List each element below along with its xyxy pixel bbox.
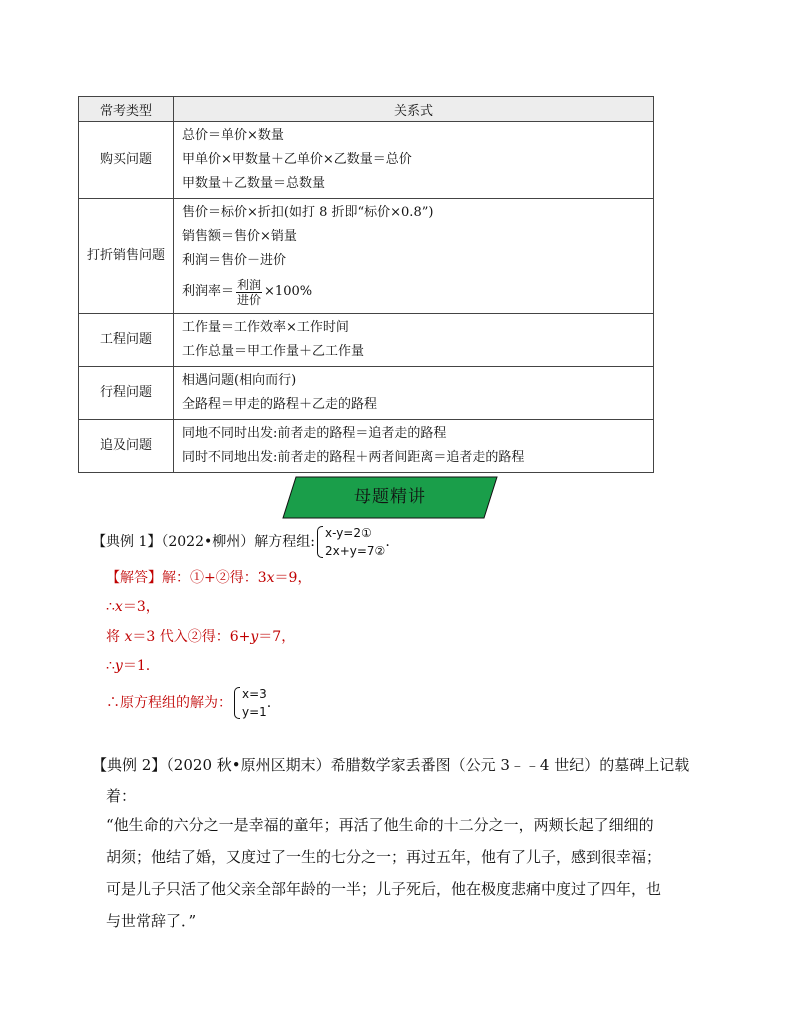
table-row: [79, 420, 654, 473]
step-text: ①+②得：3: [190, 570, 267, 586]
equation-1: x-y=2①: [324, 526, 372, 540]
solution-end: .: [266, 695, 272, 711]
answer-step-1: [106, 567, 311, 587]
example1-heading: [92, 524, 390, 560]
step-var: x: [114, 599, 123, 615]
quote-line: 胡须；他结了婚，又度过了一生的七分之一；再过五年，他有了儿子，感到很幸福；: [106, 848, 662, 866]
step-var: x: [124, 629, 133, 645]
relation-line: 总价＝单价×数量: [182, 128, 284, 143]
relation-line: 相遇问题(相向而行): [182, 373, 297, 388]
row-relations: [174, 420, 654, 473]
relations-table: [78, 96, 654, 473]
fraction: [236, 278, 262, 307]
solution-1: x=3: [242, 687, 267, 701]
step-text: ＝9，: [274, 570, 312, 586]
step-text: ＝3 代入②得：6+: [132, 629, 251, 645]
formula-prefix: 利润率＝: [182, 284, 235, 299]
relation-line: 同时不同地出发:前者走的路程＋两者间距离＝追者走的路程: [182, 450, 525, 465]
relation-line: 甲数量＋乙数量＝总数量: [182, 176, 326, 191]
answer-step-5: [106, 685, 271, 721]
step-var: x: [266, 570, 275, 586]
table-row: [79, 314, 654, 367]
equation-2: 2x+y=7②: [324, 544, 386, 558]
quote-line: “他生命的六分之一是幸福的童年；再活了他生命的十二分之一，两颊长起了细细的: [106, 816, 654, 834]
step-var: y: [250, 629, 259, 645]
profit-rate-formula: [182, 273, 645, 311]
table-header-row: [79, 97, 654, 122]
row-type: 行程问题: [79, 367, 174, 420]
example1-title: 【典例 1】（2022•柳州）解方程组:: [92, 534, 315, 550]
step-var: y: [114, 658, 123, 674]
row-type: 追及问题: [79, 420, 174, 473]
step-text: ＝7，: [258, 629, 296, 645]
row-type: 打折销售问题: [79, 199, 174, 314]
answer-step-4: [106, 655, 150, 675]
row-relations: [174, 199, 654, 314]
formula-suffix: ×100%: [264, 284, 313, 299]
example2-title: 【典例 2】（2020 秋•原州区期末）希腊数学家丢番图（公元 3﹣﹣4 世纪）的墓碑上记载: [92, 756, 690, 774]
step-text: ＝3，: [122, 599, 160, 615]
solution-2: y=1: [242, 705, 267, 719]
step-text: ∴: [106, 599, 115, 615]
solution-system: [232, 685, 267, 721]
section-banner: [282, 476, 498, 519]
banner-label: 母题精讲: [354, 487, 426, 507]
row-type: 购买问题: [79, 122, 174, 199]
row-relations: [174, 122, 654, 199]
fraction-denominator: 进价: [237, 292, 262, 307]
relation-line: 售价＝标价×折扣(如打 8 折即“标价×0.8”): [182, 205, 434, 220]
relation-line: 工作量＝工作效率×工作时间: [182, 320, 349, 335]
relation-line: 甲单价×甲数量＋乙单价×乙数量＝总价: [182, 152, 412, 167]
relation-line: 利润＝售价－进价: [182, 253, 287, 268]
step-text: 将: [106, 629, 125, 645]
relation-line: 全路程＝甲走的路程＋乙走的路程: [182, 397, 378, 412]
header-relation: 关系式: [174, 97, 654, 122]
row-relations: [174, 367, 654, 420]
row-relations: [174, 314, 654, 367]
relation-line: 工作总量＝甲工作量＋乙工作量: [182, 344, 365, 359]
quote-line: 与世常辞了．”: [106, 912, 197, 930]
fraction-numerator: 利润: [237, 277, 262, 292]
answer-step-2: [106, 596, 160, 616]
equation-system: [315, 524, 385, 560]
example2-title-cont: 着：: [106, 787, 137, 805]
table-row: [79, 199, 654, 314]
step-text: ∴: [106, 658, 115, 674]
step-text: ∴原方程组的解为：: [106, 695, 232, 711]
relation-line: 同地不同时出发:前者走的路程＝追者走的路程: [182, 426, 447, 441]
quote-line: 可是儿子只活了他父亲全部年龄的一半；儿子死后，他在极度悲痛中度过了四年，也: [106, 880, 662, 898]
header-type: 常考类型: [79, 97, 174, 122]
equation-end: .: [385, 534, 390, 550]
answer-tag: 【解答】解：: [106, 570, 190, 586]
answer-step-3: [106, 626, 295, 646]
relation-line: 销售额＝售价×销量: [182, 229, 297, 244]
table-row: [79, 367, 654, 420]
step-text: ＝1.: [122, 658, 151, 674]
table-row: [79, 122, 654, 199]
row-type: 工程问题: [79, 314, 174, 367]
